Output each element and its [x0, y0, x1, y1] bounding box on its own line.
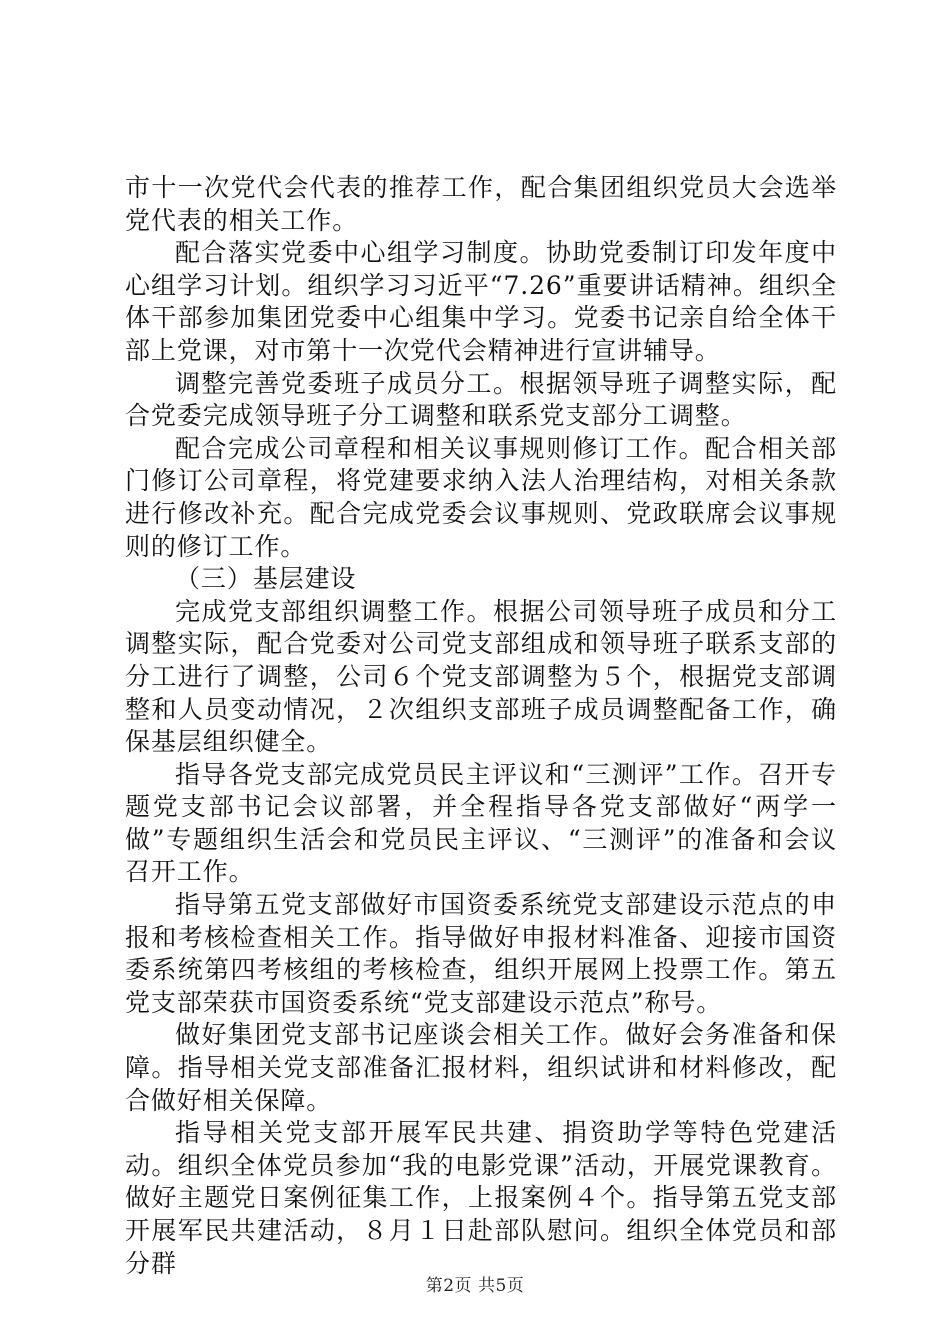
paragraph-4: 配合完成公司章程和相关议事规则修订工作。配合相关部门修订公司章程，将党建要求纳入法人治理结构，对相关条款进行修改补充。配合完成党委会议事规则、党政联席会议事规则的修订工作。	[125, 433, 837, 561]
page-number-footer: 第2页 共5页	[425, 1276, 525, 1296]
paragraph-9: 做好集团党支部书记座谈会相关工作。做好会务准备和保障。指导相关党支部准备汇报材料，组织试讲和材料修改，配合做好相关保障。	[125, 1020, 837, 1115]
section-heading-3: （三）基层建设	[175, 564, 357, 594]
document-body	[125, 172, 837, 1280]
paragraph-2: 配合落实党委中心组学习制度。协助党委制订印发年度中心组学习计划。组织学习习近平“7.26”重要讲话精神。组织全体干部参加集团党委中心组集中学习。党委书记亲自给全体干部上党课，对市第十一次党代会精神进行宣讲辅导。	[125, 238, 837, 365]
paragraph-6: 完成党支部组织调整工作。根据公司领导班子成员和分工调整实际，配合党委对公司党支部组成和领导班子联系支部的分工进行了调整，公司６个党支部调整为５个，根据党支部调整和人员变动情况，２次组织支部班子成员调整配备工作，确保基层组织健全。	[125, 596, 837, 757]
paragraph-1: 市十一次党代会代表的推荐工作，配合集团组织党员大会选举党代表的相关工作。	[125, 173, 837, 235]
paragraph-3: 调整完善党委班子成员分工。根据领导班子调整实际，配合党委完成领导班子分工调整和联系党支部分工调整。	[125, 368, 837, 431]
paragraph-8: 指导第五党支部做好市国资委系统党支部建设示范点的申报和考核检查相关工作。指导做好申报材料准备、迎接市国资委系统第四考核组的考核检查，组织开展网上投票工作。第五党支部荣获市国资委系统“党支部建设示范点”称号。	[125, 890, 837, 1017]
paragraph-10: 指导相关党支部开展军民共建、捐资助学等特色党建活动。组织全体党员参加“我的电影党课”活动，开展党课教育。做好主题党日案例征集工作，上报案例４个。指导第五党支部开展军民共建活动，８月１日赴部队慰问。组织全体党员和部分群	[125, 1118, 837, 1278]
paragraph-7: 指导各党支部完成党员民主评议和“三测评”工作。召开专题党支部书记会议部署，并全程指导各党支部做好“两学一做”专题组织生活会和党员民主评议、“三测评”的准备和会议召开工作。	[125, 759, 837, 887]
